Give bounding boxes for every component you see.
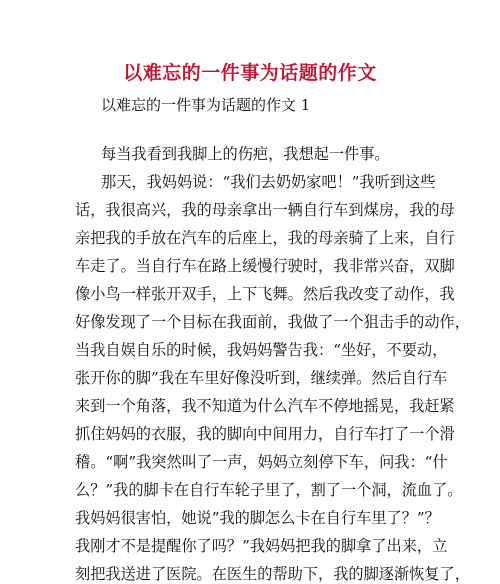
- document-subtitle: 以难忘的一件事为话题的作文 1: [101, 96, 311, 114]
- paragraph-line: 我刚才不是提醒你了吗？”我妈妈把我的脚拿了出来，立: [75, 537, 448, 555]
- paragraph-line: 话，我很高兴，我的母亲拿出一辆自行车到煤房，我的母: [75, 201, 455, 219]
- paragraph-line: 我妈妈很害怕，她说”我的脚怎么卡在自行车里了？”？: [75, 509, 440, 527]
- paragraph-line: 刻把我送进了医院。在医生的帮助下，我的脚逐渐恢复了，: [75, 565, 470, 583]
- document-title: 以难忘的一件事为话题的作文: [123, 62, 377, 84]
- paragraph-line: 抓住妈妈的衣服，我的脚向中间用力，自行车打了一个滑: [75, 425, 455, 443]
- paragraph-line: 么？”我的脚卡在自行车轮子里了，割了一个洞，流血了。: [75, 481, 463, 499]
- paragraph-line: 那天，我妈妈说：“我们去奶奶家吧！”我听到这些: [101, 173, 436, 191]
- paragraph-line: 车走了。当自行车在路上缓慢行驶时，我非常兴奋，双脚: [75, 257, 455, 275]
- paragraph-line: 稽。“啊”我突然叫了一声，妈妈立刻停下车，问我：“什: [75, 453, 448, 471]
- paragraph-line: 来到一个角落，我不知道为什么汽车不停地摇晃，我赶紧: [75, 397, 455, 415]
- paragraph-line: 每当我看到我脚上的伤疤，我想起一件事。: [101, 145, 390, 163]
- paragraph-line: 好像发现了一个目标在我面前，我做了一个狙击手的动作，: [75, 313, 470, 331]
- paragraph-line: 张开你的脚”我在车里好像没听到，继续弹。然后自行车: [75, 369, 448, 387]
- paragraph-line: 当我自娱自乐的时候，我妈妈警告我：“坐好，不要动，: [75, 341, 448, 359]
- paragraph-line: 亲把我的手放在汽车的后座上，我的母亲骑了上来，自行: [75, 229, 455, 247]
- paragraph-line: 像小鸟一样张开双手，上下飞舞。然后我改变了动作，我: [75, 285, 455, 303]
